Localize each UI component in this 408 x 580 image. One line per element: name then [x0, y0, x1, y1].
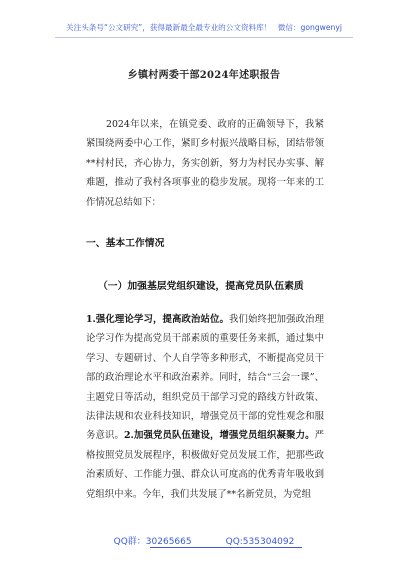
header-divider: [55, 37, 353, 38]
team-building-body: 严格按照党员发展程序，积极做好党员发展工作，把那些政治素质好、工作能力强、群众认可度高的优秀青年吸收到党组织中来。今年，我们共发展了**名新党员，为党组: [86, 430, 324, 500]
theory-study-lead: 1.强化理论学习，提高政治站位。: [86, 314, 230, 325]
intro-text: 2024年以来，在镇党委、政府的正确领导下，我紧紧围绕两委中心工作，紧盯乡村振兴战略目标，团结带领**村村民，齐心协力，务实创新，努力为村民办实事、解难题，推动了我村各项事业的稳步发展。现将一年来的工作情况总结如下：: [86, 119, 324, 208]
document-title: 乡镇村两委干部2024年述职报告: [127, 70, 281, 81]
section-heading-basic-work: 一、基本工作情况: [86, 238, 165, 249]
theory-study-body: 我们始终把加强政治理论学习作为提高党员干部素质的重要任务来抓，通过集中学习、专题研讨、个人自学等多种形式，不断提高党员干部的政治理论水平和政治素养。同时，结合“三会一课”、主题党日等活动，组织党员干部学习党的路线方针政策、法律法规和农业科技知识，增强党员干部的党性观念和服务意识。: [86, 314, 324, 442]
intro-paragraph: [86, 115, 324, 212]
header-banner-promo: 关注头条号“公文研究”，获得最新最全最专业的公文资料库！: [66, 23, 272, 32]
team-building-lead: 2.加强党员队伍建设，增强党员组织凝聚力。: [124, 430, 315, 442]
footer-qq-number: QQ:535304092: [225, 537, 295, 547]
footer-qq-group: QQ群：30265665: [113, 537, 192, 547]
theory-study-paragraph: [86, 310, 324, 504]
footer-underline: [150, 547, 302, 548]
footer-contact: [0, 534, 408, 547]
header-banner-wechat: 微信：gongwenyj: [277, 23, 342, 32]
subsection-heading-party-building: （一）加强基层党组织建设，提高党员队伍素质: [98, 281, 304, 292]
header-banner: [0, 22, 408, 33]
